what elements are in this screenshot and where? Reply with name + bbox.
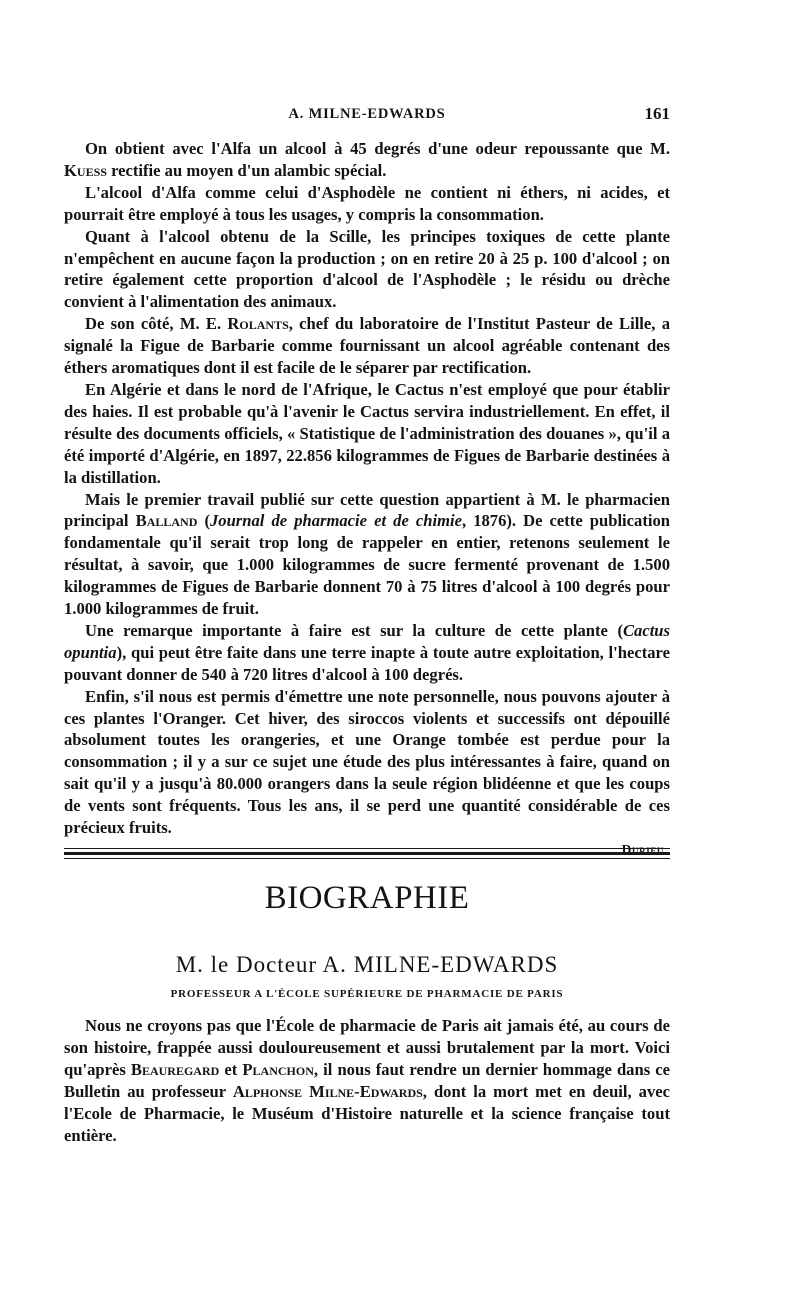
section-divider	[64, 848, 670, 859]
paragraph: On obtient avec l'Alfa un alcool à 45 degrés d'une odeur repoussante que M. Kuess rectifie au moyen d'un alambic spécial.	[64, 139, 670, 180]
paragraph: L'alcool d'Alfa comme celui d'Asphodèle ne contient ni éthers, ni acides, et pourrait être employé à tous les usages, y compris la consommation.	[64, 182, 670, 224]
person-name: Beauregard	[130, 1059, 220, 1079]
person-name: Kuess	[64, 160, 107, 180]
author-signature: Durieu.	[621, 842, 668, 857]
paragraph: Une remarque importante à faire est sur la culture de cette plante (Cactus opuntia), qui peut être faite dans une terre inapte à toute autre exploitation, l'hectare pouvant donner de 540 à 720 litres d'alcool à 100 degrés.	[64, 620, 670, 684]
article-subtitle: PROFESSEUR A L'ÉCOLE SUPÉRIEURE DE PHARMACIE DE PARIS	[170, 988, 564, 1000]
article-continuation	[64, 138, 670, 861]
page-number: 161	[644, 104, 670, 123]
person-name: Balland	[135, 511, 198, 531]
section-title: BIOGRAPHIE	[264, 880, 470, 916]
paragraph: De son côté, M. E. Rolants, chef du laboratoire de l'Institut Pasteur de Lille, a signalé la Figue de Barbarie comme fournissant un alcool agréable contenant des éthers aromatiques dont il est facile de le séparer par rectification.	[64, 314, 670, 378]
paragraph: Mais le premier travail publié sur cette question appartient à M. le pharmacien principal Balland (Journal de pharmacie et de chimie, 1876). De cette publication fondamentale qu'il serait trop long de rappeler en entier, retenons seulement le résultat, à savoir, que 1.000 kilogrammes de sucre fermenté provenant de 1.500 kilogrammes de Figues de Barbarie donnent 70 à 75 litres d'alcool à 100 degrés pour 1.000 kilogrammes de fruit.	[64, 489, 670, 619]
journal-title: Journal de pharmacie et de chimie	[209, 511, 462, 531]
biography-text	[64, 1015, 670, 1146]
article-title: M. le Docteur A. MILNE-EDWARDS	[175, 952, 559, 977]
person-name: Alphonse Milne-Edwards	[232, 1081, 423, 1101]
person-name: Planchon	[242, 1059, 314, 1079]
species-name: Cactus opuntia	[64, 620, 670, 662]
running-head	[64, 104, 670, 126]
paragraph: Quant à l'alcool obtenu de la Scille, les principes toxiques de cette plante n'empêchent en aucune façon la production ; on en retire 20 à 25 p. 100 d'alcool ; on retire également cette proportion d'alcool de l'Asphodèle ; le résidu ou drèche convient à l'alimentation des animaux.	[64, 226, 670, 312]
running-title: A. MILNE-EDWARDS	[288, 106, 446, 122]
person-name: Rolants	[227, 314, 289, 334]
paragraph: Enfin, s'il nous est permis d'émettre une note personnelle, nous pouvons ajouter à ces plantes l'Oranger. Cet hiver, des siroccos violents et successifs ont dépouillé absolument toutes les orangeries, et une Orange tombée est perdue pour la consommation ; il y a sur ce sujet une étude des plus intéressantes à faire, quand on sait qu'il y a jusqu'à 80.000 orangers dans la seule région blidéenne et que les coups de vents sont fréquents. Tous les ans, il se perd une quantité considérable de ces précieux fruits.	[64, 686, 670, 838]
paragraph: En Algérie et dans le nord de l'Afrique, le Cactus n'est employé que pour établir des haies. Il est probable qu'à l'avenir le Cactus servira industriellement. En effet, il résulte des documents officiels, « Statistique de l'administration des douanes », qu'il a été importé d'Algérie, en 1897, 22.856 kilogrammes de Figues de Barbarie destinées à la distillation.	[64, 379, 670, 487]
paragraph: Nous ne croyons pas que l'École de pharmacie de Paris ait jamais été, au cours de son histoire, frappée aussi douloureusement et aussi brutalement par la mort. Voici qu'après Beauregard et Planchon, il nous faut rendre un dernier hommage dans ce Bulletin au professeur Alphonse Milne-Edwards, dont la mort met en deuil, avec l'Ecole de Pharmacie, le Muséum d'Histoire naturelle et la science française tout entière.	[64, 1016, 670, 1145]
